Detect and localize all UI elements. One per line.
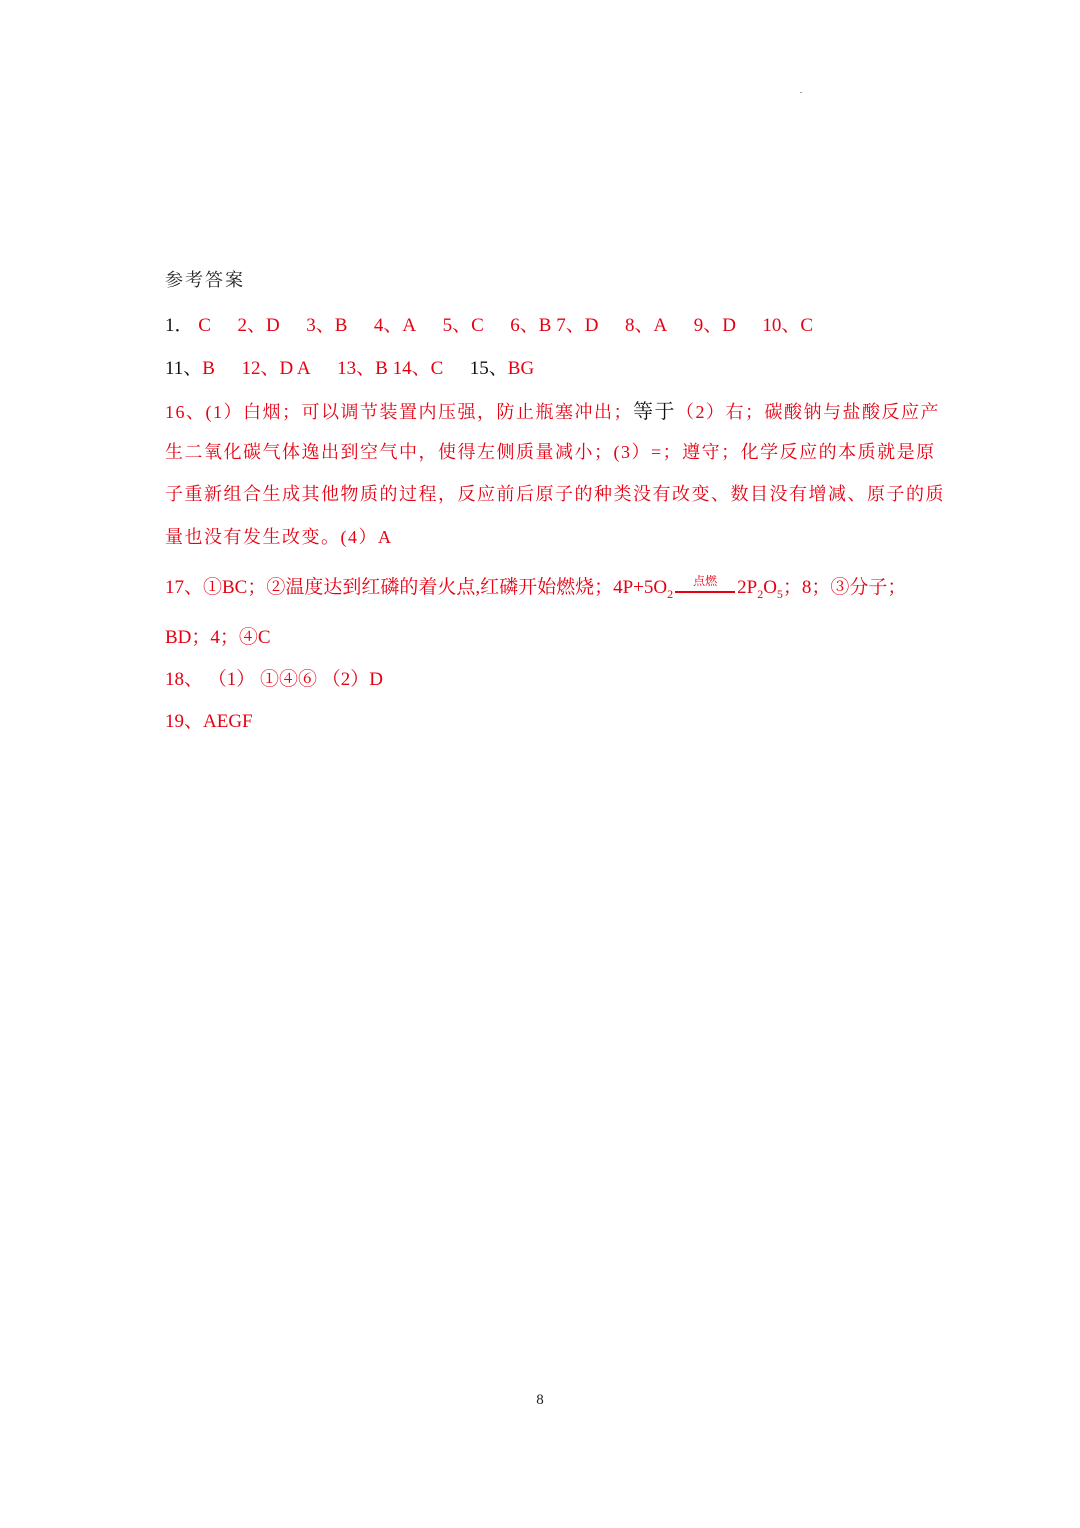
- product-p: 2P: [737, 577, 758, 598]
- reaction-condition: [675, 573, 735, 598]
- answer-item-9: 9、D: [693, 315, 736, 336]
- answer-16-line-2: 生二氧化碳气体逸出到空气中，使得左侧质量减小；(3）=；遵守；化学反应的本质就是原: [165, 442, 936, 462]
- answers-row-1: [165, 310, 835, 337]
- answer-15-number: 15、: [469, 358, 508, 379]
- answer-item-15: [470, 353, 534, 380]
- answers-row-2: [165, 353, 556, 380]
- answer-item-5: 5、C: [442, 315, 484, 336]
- answer-item-3: 3、B: [306, 315, 348, 336]
- answer-18: 18、 （1） ①④⑥ （2）D: [165, 669, 383, 690]
- answer-16-line-1: [165, 395, 940, 424]
- answer-16-line-3: 子重新组合生成其他物质的过程，反应前后原子的种类没有改变、数目没有增减、原子的质: [165, 484, 945, 504]
- answer-16-part-2: （2）右；碳酸钠与盐酸反应产: [676, 402, 940, 422]
- answer-16-line-4: 量也没有发生改变。(4）A: [165, 527, 393, 547]
- o-subscript: 5: [776, 586, 783, 601]
- answer-15-value: BG: [507, 358, 535, 379]
- answer-17-line-1: [165, 572, 906, 602]
- answer-item-4: 4、A: [373, 315, 417, 336]
- reaction-condition-label: 点燃: [693, 573, 718, 588]
- answer-11-number: 11、: [165, 358, 203, 379]
- product-o: O: [763, 577, 777, 598]
- answer-heading: 参考答案: [165, 270, 245, 291]
- answer-item-1: 1． C: [165, 315, 211, 336]
- page-number: 8: [536, 1392, 544, 1408]
- answer-item-13-14: 13、B 14、C: [337, 358, 444, 379]
- answer-17-end: ；8；③分子；: [782, 577, 907, 598]
- answer-item-6-7: 6、B 7、D: [510, 315, 599, 336]
- answer-17-line-2: BD；4；④C: [165, 627, 271, 648]
- answer-16-equal-text: 等于: [633, 401, 676, 423]
- o2-subscript: 2: [667, 586, 674, 601]
- answer-11-value: B: [202, 358, 215, 379]
- answer-16-part-1: 16、(1）白烟；可以调节装置内压强，防止瓶塞冲出；: [165, 402, 633, 422]
- answer-item-12: 12、D A: [241, 358, 311, 379]
- answer-19: 19、AEGF: [165, 711, 253, 732]
- reaction-arrow-bar: [675, 591, 735, 593]
- scan-speck: [800, 92, 802, 93]
- p-subscript: 2: [757, 586, 764, 601]
- answer-17-start: 17、①BC；②温度达到红磷的着火点,红磷开始燃烧；4P+5O: [165, 577, 668, 598]
- answer-item-8: 8、A: [624, 315, 668, 336]
- answer-item-11: [165, 353, 215, 380]
- answer-item-10: 10、C: [762, 315, 814, 336]
- answer-item-2: 2、D: [237, 315, 280, 336]
